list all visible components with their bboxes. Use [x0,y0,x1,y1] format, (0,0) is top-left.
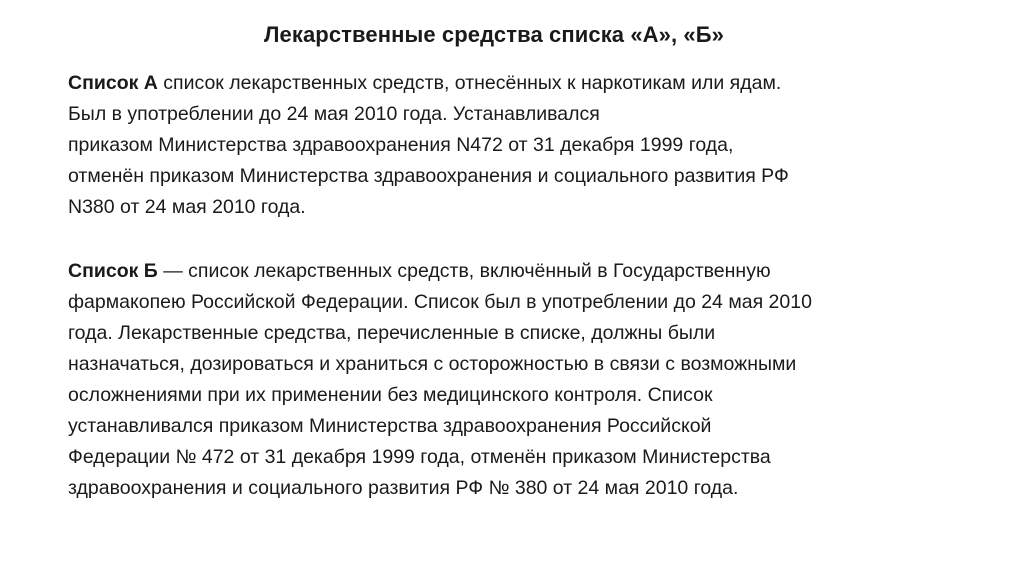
list-b-line [68,256,968,287]
list-a-line: Был в употреблении до 24 мая 2010 года. Устанавливался [68,103,600,125]
list-b-line: года. Лекарственные средства, перечисленные в списке, должны были [68,322,716,344]
list-a-text: список лекарственных средств, отнесённых к наркотикам или ядам. [157,72,782,94]
list-a-line: отменён приказом Министерства здравоохранения и социального развития РФ [68,165,789,187]
slide-title [0,22,1024,48]
list-b-line: фармакопею Российской Федерации. Список был в употреблении до 24 мая 2010 [68,291,812,313]
list-b-line: Федерации № 472 от 31 декабря 1999 года, отменён приказом Министерства [68,446,771,468]
list-b-line: устанавливался приказом Министерства здравоохранения Российской [68,415,712,437]
slide-title-text: Лекарственные средства списка «А», «Б» [263,22,725,47]
list-b-text: — список лекарственных средств, включённый в Государственную [157,260,771,282]
list-b-term: Список Б [68,260,158,282]
list-a-line [68,68,968,99]
list-a-line: приказом Министерства здравоохранения N472 от 31 декабря 1999 года, [68,134,734,156]
list-a-paragraph [68,68,968,223]
list-b-line: назначаться, дозироваться и храниться с осторожностью в связи с возможными [68,353,797,375]
list-b-line: здравоохранения и социального развития РФ № 380 от 24 мая 2010 года. [68,477,739,499]
list-b-line: осложнениями при их применении без медицинского контроля. Список [68,384,713,406]
list-b-paragraph [68,256,968,504]
list-a-line: N380 от 24 мая 2010 года. [68,196,306,218]
list-a-term: Список А [68,72,158,94]
